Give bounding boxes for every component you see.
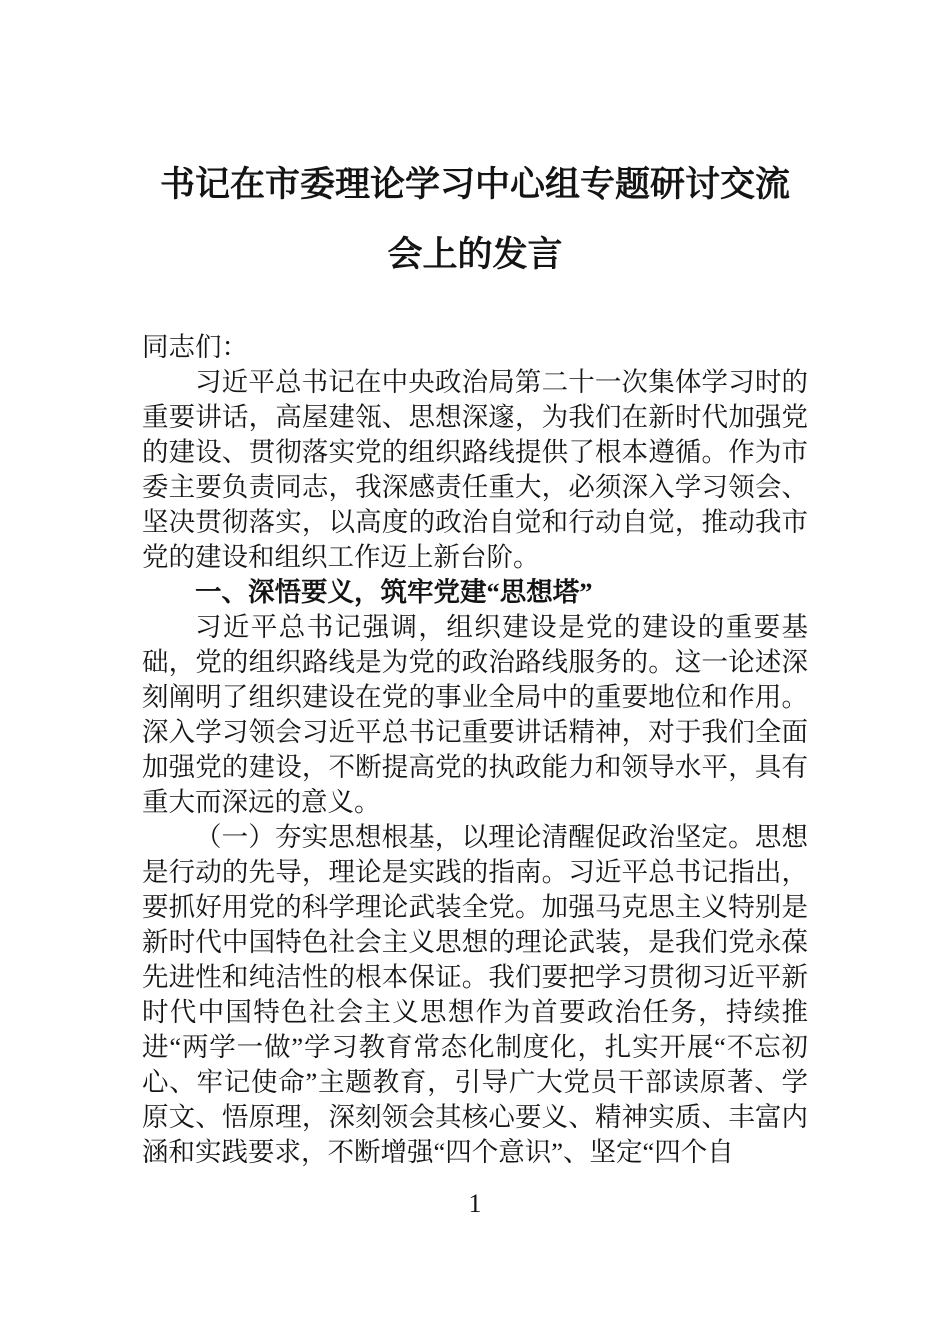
paragraph: 习近平总书记在中央政治局第二十一次集体学习时的重要讲话，高屋建瓴、思想深邃，为我们在新时代加强党的建设、贯彻落实党的组织路线提供了根本遵循。作为市委主要负责同志，我深感责任重大，必须深入学习领会、坚决贯彻落实，以高度的政治自觉和行动自觉，推动我市党的建设和组织工作迈上新台阶。	[142, 367, 808, 572]
paragraph: 同志们：	[142, 332, 248, 362]
document-title	[0, 0, 950, 290]
paragraph: 习近平总书记强调，组织建设是党的建设的重要基础，党的组织路线是为党的政治路线服务的。这一论述深刻阐明了组织建设在党的事业全局中的重要地位和作用。深入学习领会习近平总书记重要讲话精神，对于我们全面加强党的建设，不断提高党的执政能力和领导水平，具有重大而深远的意义。	[142, 612, 808, 817]
document-body	[142, 330, 808, 1170]
document-title-line-1: 书记在市委理论学习中心组专题研讨交流	[159, 165, 790, 204]
page-number: 1	[468, 1189, 482, 1218]
section-heading: 一、深悟要义，筑牢党建“思想塔”	[195, 577, 593, 607]
paragraph: （一）夯实思想根基，以理论清醒促政治坚定。思想是行动的先导，理论是实践的指南。习近平总书记指出，要抓好用党的科学理论武装全党。加强马克思主义特别是新时代中国特色社会主义思想的理论武装，是我们党永葆先进性和纯洁性的根本保证。我们要把学习贯彻习近平新时代中国特色社会主义思想作为首要政治任务，持续推进“两学一做”学习教育常态化制度化，扎实开展“不忘初心、牢记使命”主题教育，引导广大党员干部读原著、学原文、悟原理，深刻领会其核心要义、精神实质、丰富内涵和实践要求，不断增强“四个意识”、坚定“四个自	[142, 822, 808, 1167]
document-title-line-2: 会上的发言	[387, 235, 563, 274]
